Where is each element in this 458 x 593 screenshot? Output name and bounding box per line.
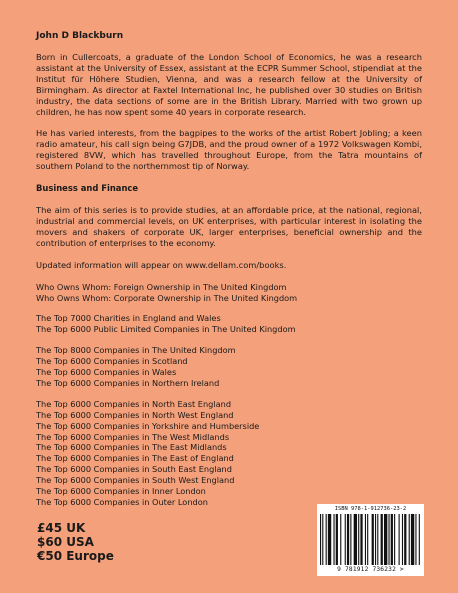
cover-text	[36, 31, 422, 518]
series-description: The aim of this series is to provide studies, at an affordable price, at the national, regional, industrial and commercial levels, on UK enterprises, with particular interest in isolating the movers and shakers of corporate UK, larger enterprises, beneficial ownership and the contribution of enterprises to the economy.	[36, 205, 422, 248]
list-item: The Top 6000 Companies in The West Midlands	[36, 431, 230, 442]
price-uk: £45 UK	[37, 521, 86, 535]
title-list-ownership	[36, 282, 422, 304]
list-item: The Top 7000 Charities in England and Wales	[36, 313, 221, 324]
price-list	[37, 521, 114, 563]
title-list-regions	[36, 399, 422, 508]
author-name: John D Blackburn	[36, 31, 124, 41]
list-item: The Top 6000 Companies in North West England	[36, 409, 234, 420]
list-item: The Top 6000 Companies in The East of England	[36, 453, 234, 464]
list-item: The Top 6000 Companies in Yorkshire and Humberside	[36, 420, 260, 431]
isbn-label: ISBN 978-1-912736-23-2	[334, 506, 407, 512]
list-item: The Top 6000 Companies in South East England	[36, 464, 232, 475]
series-title: Business and Finance	[36, 183, 139, 194]
list-item: The Top 6000 Companies in Wales	[36, 367, 177, 378]
barcode-bars-icon	[320, 514, 421, 565]
title-list-nations	[36, 345, 422, 389]
list-item: The Top 6000 Companies in Scotland	[36, 356, 188, 367]
series-updates: Updated information will appear on www.dellam.com/books.	[36, 259, 287, 270]
author-bio-1: Born in Cullercoats, a graduate of the London School of Economics, he was a research assistant at the University of Essex, assistant at the ECPR Summer School, stipendiat at the Institut für Höhere Studien, Vienna, and was a research fellow at the University of Birmingham. As director at Faxtel International Inc, he published over 30 studies on British industry, the data sections of some are in the British Library. Married with two grown up children, he has now spent some 40 years in corporate research.	[36, 52, 422, 117]
isbn-barcode	[317, 504, 424, 576]
list-item: Who Owns Whom: Foreign Ownership in The United Kingdom	[36, 281, 287, 292]
list-item: The Top 6000 Companies in North East England	[36, 398, 232, 409]
list-item: The Top 8000 Companies in The United Kingdom	[36, 345, 236, 356]
list-item: The Top 6000 Companies in Northern Ireland	[36, 377, 220, 388]
barcode-digits: 9 781912 736232 >	[337, 566, 404, 573]
list-item: The Top 6000 Public Limited Companies in The United Kingdom	[36, 324, 296, 335]
list-item: The Top 6000 Companies in Inner London	[36, 486, 206, 497]
list-item: The Top 6000 Companies in The East Midlands	[36, 442, 227, 453]
title-list-charities-plc	[36, 313, 422, 335]
list-item: The Top 6000 Companies in Outer London	[36, 497, 208, 507]
price-usa: $60 USA	[37, 535, 94, 549]
price-europe: €50 Europe	[37, 549, 114, 563]
author-bio-2: He has varied interests, from the bagpipes to the works of the artist Robert Jobling; a keen radio amateur, his call sign being G7JDB, and the proud owner of a 1972 Volkswagen Kombi, registered 8VW, which has travelled throughout Europe, from the Tatra mountains of southern Poland to the northernmost tip of Norway.	[36, 128, 422, 172]
list-item: Who Owns Whom: Corporate Ownership in The United Kingdom	[36, 292, 298, 303]
list-item: The Top 6000 Companies in South West England	[36, 475, 235, 486]
